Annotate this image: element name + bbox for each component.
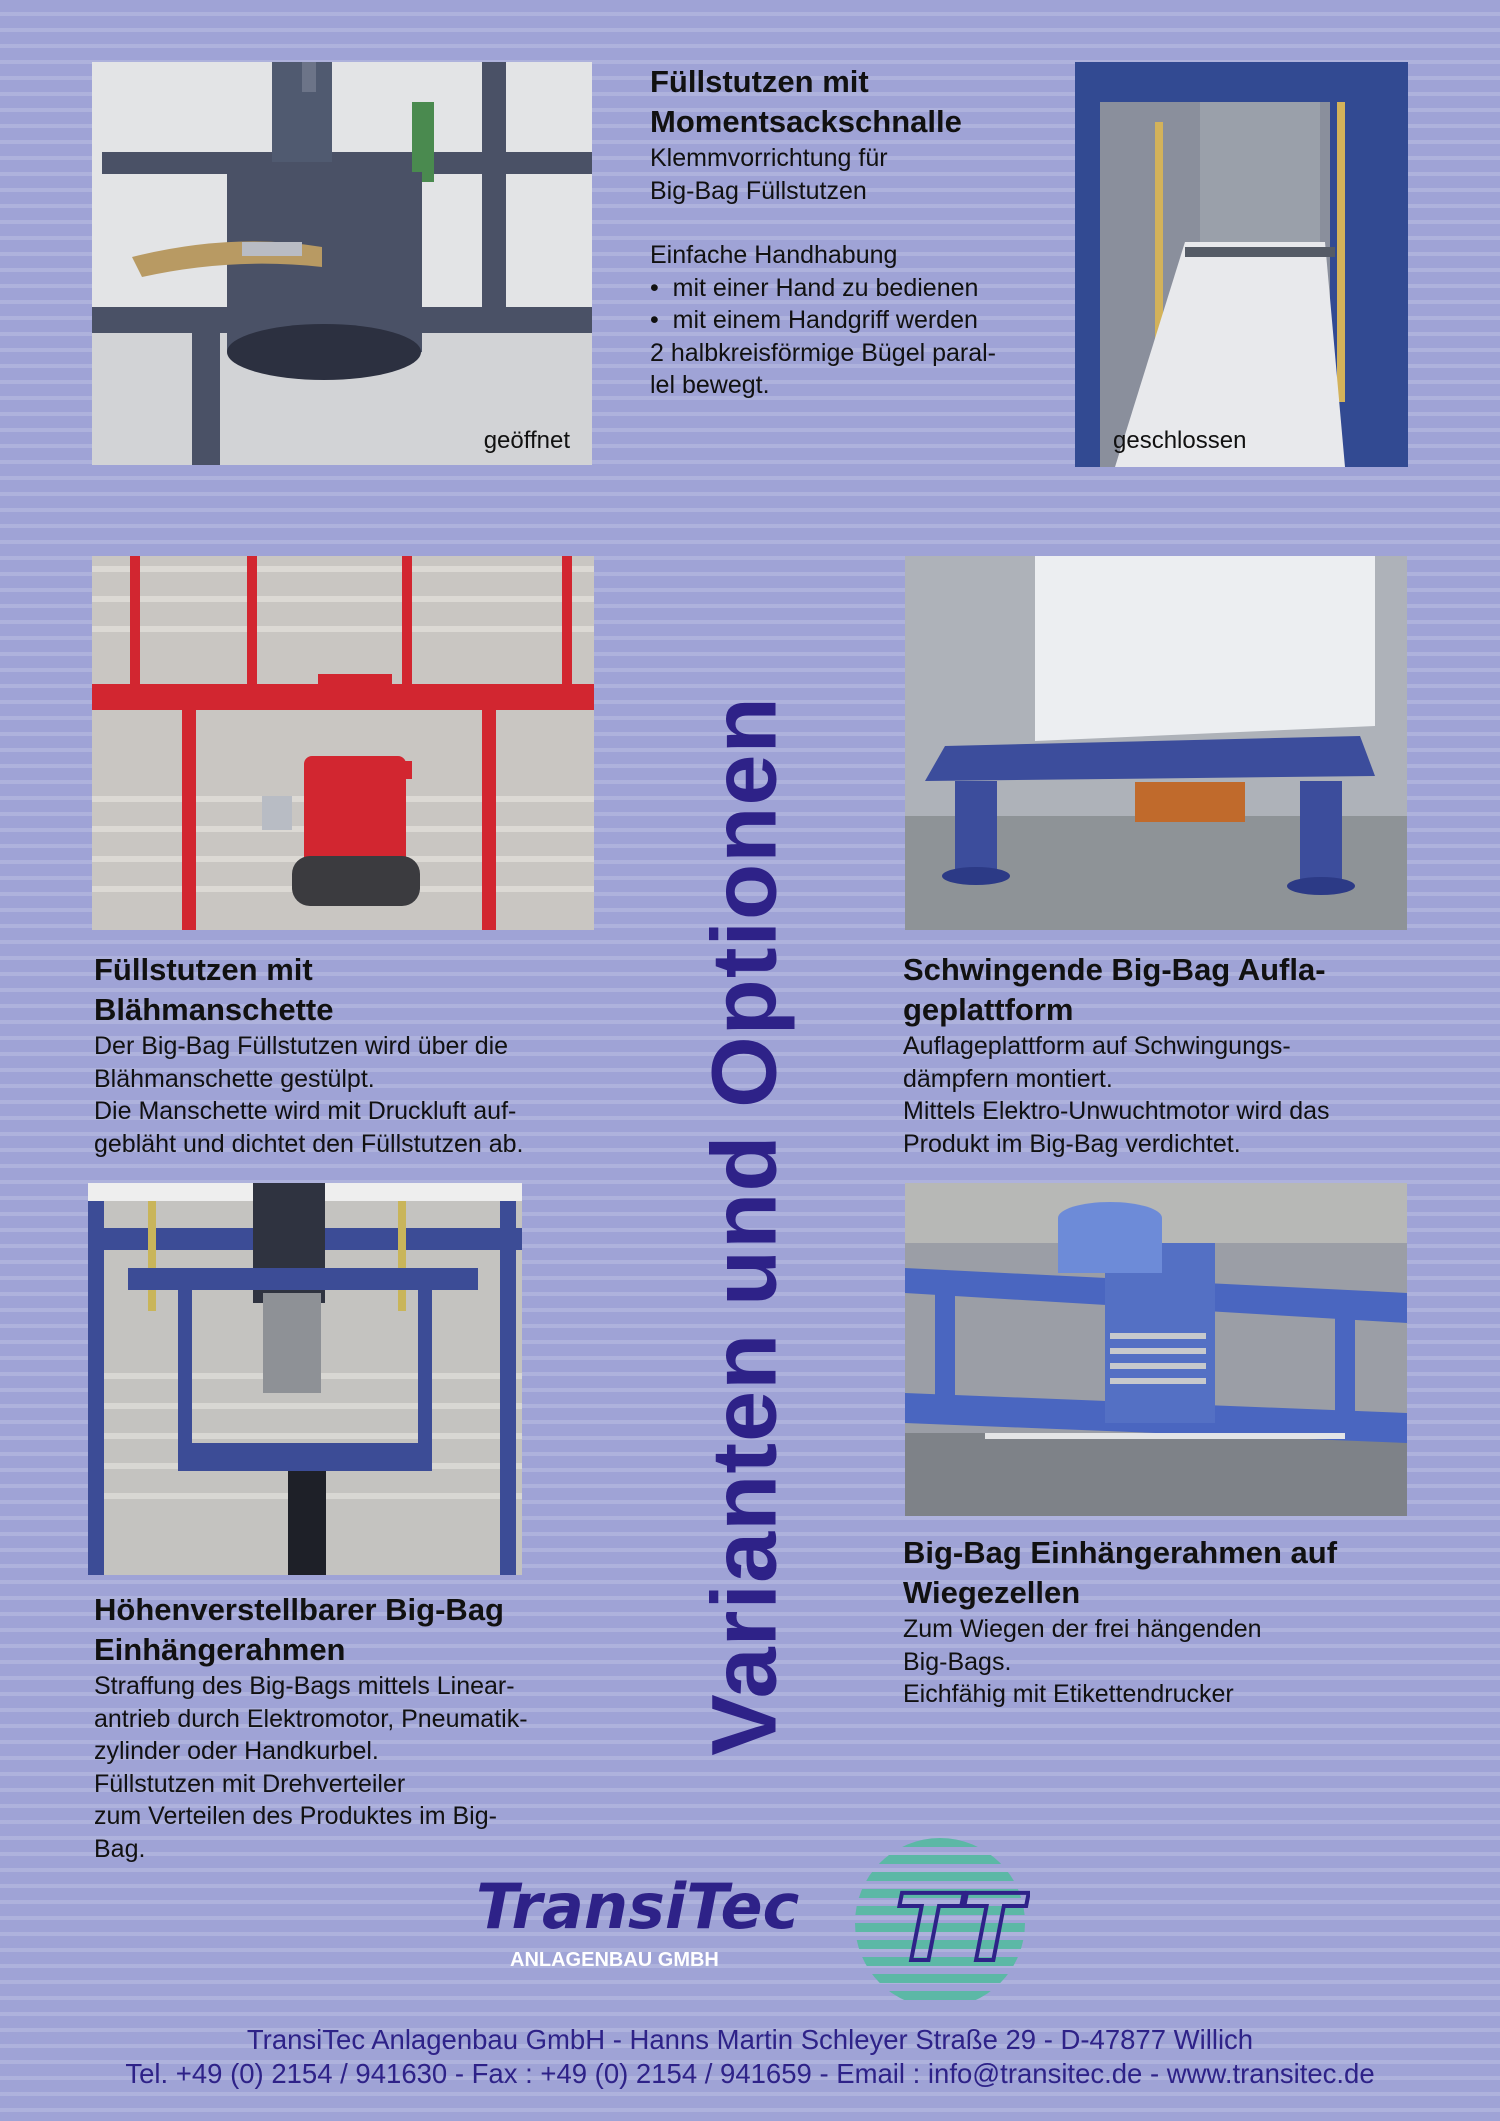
item-text-line: dämpfern montiert. bbox=[903, 1064, 1113, 1093]
item-title-line: Big-Bag Einhängerahmen auf bbox=[903, 1535, 1338, 1570]
item-weighing-frame bbox=[903, 1533, 1463, 1711]
item-title-line: Einhängerahmen bbox=[94, 1632, 346, 1667]
photo-spout-open bbox=[92, 62, 592, 465]
item-text-line: Bag. bbox=[94, 1834, 146, 1863]
top-description bbox=[650, 62, 1060, 402]
photo-vibrating-platform bbox=[905, 556, 1407, 930]
top-handling: Einfache Handhabung bbox=[650, 241, 898, 269]
logo-mark: TT bbox=[895, 1875, 1023, 1982]
item-text-line: antrieb durch Elektromotor, Pneumatik- bbox=[94, 1704, 528, 1733]
item-text-line: gebläht und dichtet den Füllstutzen ab. bbox=[94, 1129, 524, 1158]
bullet-text: mit einem Handgriff werden bbox=[672, 306, 978, 334]
item-title-line: Füllstutzen mit bbox=[94, 952, 313, 987]
item-title-line: Blähmanschette bbox=[94, 992, 334, 1027]
logo-wordmark: TransiTec bbox=[476, 1870, 800, 1943]
item-text-line: Eichfähig mit Etikettendrucker bbox=[903, 1680, 1234, 1708]
logo-tagline: ANLAGENBAU GMBH bbox=[510, 1949, 719, 1971]
photo-spout-closed bbox=[1075, 62, 1408, 467]
item-inflatable-cuff bbox=[94, 950, 654, 1160]
item-title-line: Schwingende Big-Bag Aufla- bbox=[903, 952, 1326, 987]
photo-height-adjustable-frame bbox=[88, 1183, 522, 1575]
item-text-line: Mittels Elektro-Unwuchtmotor wird das bbox=[903, 1097, 1330, 1125]
bullet-item bbox=[650, 272, 1060, 305]
top-tail-line: 2 halbkreisförmige Bügel paral- bbox=[650, 338, 997, 367]
bullet-item bbox=[650, 304, 1060, 337]
footer-address: TransiTec Anlagenbau GmbH - Hanns Martin Schleyer Straße 29 - D-47877 Willich bbox=[246, 2024, 1254, 2055]
top-subtitle-line: Klemmvorrichtung für bbox=[650, 144, 888, 172]
item-vibrating-platform bbox=[903, 950, 1463, 1160]
item-text-line: Produkt im Big-Bag verdichtet. bbox=[903, 1129, 1241, 1158]
item-text-line: Auflageplattform auf Schwingungs- bbox=[903, 1032, 1291, 1060]
item-text-line: Die Manschette wird mit Druckluft auf- bbox=[94, 1097, 517, 1125]
top-subtitle-line: Big-Bag Füllstutzen bbox=[650, 176, 867, 205]
photo-weighing-frame bbox=[905, 1183, 1407, 1516]
item-text-line: Der Big-Bag Füllstutzen wird über die bbox=[94, 1032, 509, 1060]
item-text-line: Zum Wiegen der frei hängenden bbox=[903, 1615, 1262, 1643]
transitec-logo bbox=[470, 1838, 1030, 2008]
item-text-line: Füllstutzen mit Drehverteiler bbox=[94, 1769, 406, 1798]
photo-inflatable-cuff bbox=[92, 556, 594, 930]
item-text-line: Straffung des Big-Bags mittels Linear- bbox=[94, 1672, 515, 1700]
vertical-heading: Varianten und Optionen bbox=[693, 696, 796, 1756]
bullet-dot: • bbox=[650, 306, 673, 334]
caption-closed: geschlossen bbox=[1113, 427, 1247, 454]
item-title-line: Wiegezellen bbox=[903, 1575, 1081, 1610]
caption-open: geöffnet bbox=[483, 427, 570, 454]
item-text-line: zylinder oder Handkurbel. bbox=[94, 1737, 379, 1765]
bullet-text: mit einer Hand zu bedienen bbox=[672, 273, 979, 302]
item-title-line: geplattform bbox=[903, 992, 1074, 1027]
item-title-line: Höhenverstellbarer Big-Bag bbox=[94, 1592, 504, 1627]
top-title: Füllstutzen mit Momentsackschnalle bbox=[650, 64, 962, 139]
item-text-line: Big-Bags. bbox=[903, 1647, 1012, 1676]
bullet-dot: • bbox=[650, 273, 673, 302]
footer-contact: Tel. +49 (0) 2154 / 941630 - Fax : +49 (0) 2154 / 941659 - Email : info@transitec.de - www.transitec.de bbox=[125, 2058, 1375, 2089]
item-text-line: zum Verteilen des Produktes im Big- bbox=[94, 1802, 497, 1830]
item-height-adjustable-frame bbox=[94, 1590, 654, 1865]
top-tail-line: lel bewegt. bbox=[650, 371, 770, 399]
item-text-line: Blähmanschette gestülpt. bbox=[94, 1064, 375, 1093]
